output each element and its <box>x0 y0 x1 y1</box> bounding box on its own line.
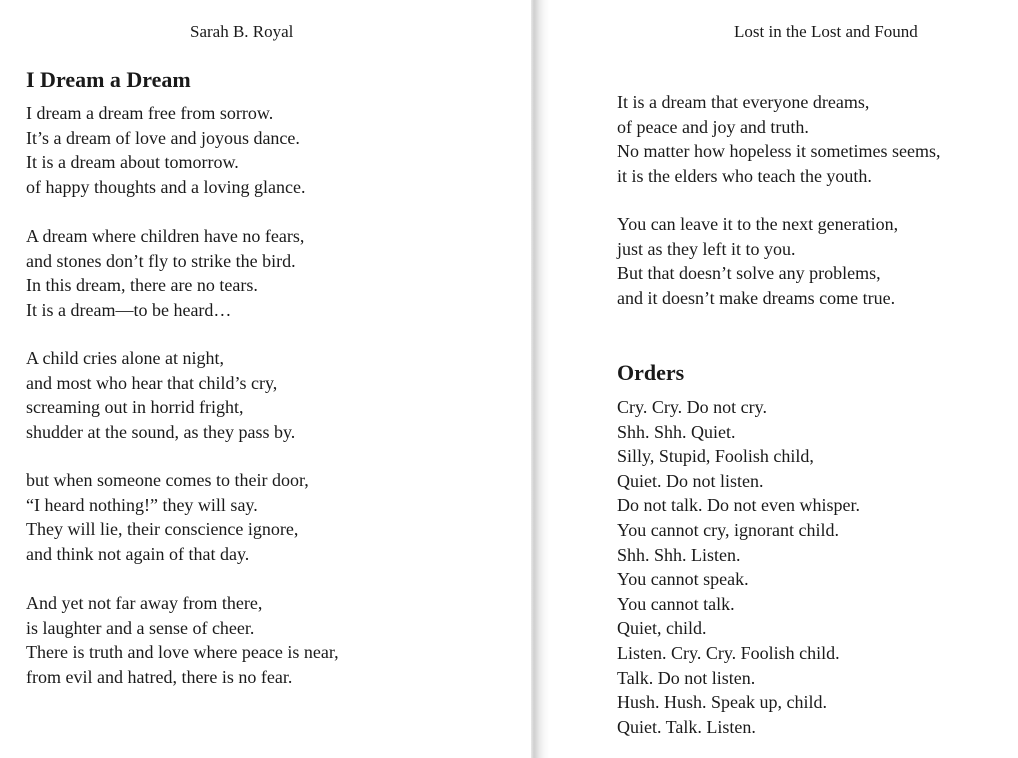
stanza <box>617 395 860 739</box>
poem-line: You can leave it to the next generation, <box>617 214 899 234</box>
poem-line: and it doesn’t make dreams come true. <box>617 287 896 308</box>
poem-line: from evil and hatred, there is no fear. <box>26 666 293 687</box>
stanza <box>617 212 898 310</box>
poem-line: it is the elders who teach the youth. <box>617 165 872 186</box>
stanza <box>26 346 295 444</box>
poem-line: Quiet, child. <box>617 618 707 639</box>
poem-line: There is truth and love where peace is near, <box>26 642 339 663</box>
poem-line: Quiet. Talk. Listen. <box>617 716 756 737</box>
running-header-author: Sarah B. Royal <box>190 22 294 41</box>
poem-line: Listen. Cry. Cry. Foolish child. <box>617 642 840 663</box>
poem-line: They will lie, their conscience ignore, <box>26 519 299 540</box>
poem-line: I dream a dream free from sorrow. <box>26 103 274 123</box>
poem-line: Cry. Cry. Do not cry. <box>617 397 767 417</box>
poem-line: and think not again of that day. <box>26 543 250 564</box>
poem-line: Shh. Shh. Listen. <box>617 544 741 565</box>
poem-line: “I heard nothing!” they will say. <box>26 494 258 515</box>
poem-line: Do not talk. Do not even whisper. <box>617 495 860 516</box>
poem-line: It’s a dream of love and joyous dance. <box>26 127 300 148</box>
poem-line: A child cries alone at night, <box>26 348 224 368</box>
poem-line: A dream where children have no fears, <box>26 226 305 246</box>
poem-title-orders: Orders <box>617 360 685 385</box>
poem-line: of peace and joy and truth. <box>617 116 809 137</box>
poem-line: It is a dream that everyone dreams, <box>617 92 870 112</box>
poem-line: You cannot speak. <box>617 569 749 590</box>
poem-line: Shh. Shh. Quiet. <box>617 421 736 442</box>
poem-line: just as they left it to you. <box>617 238 796 259</box>
poem-line: but when someone comes to their door, <box>26 470 309 490</box>
poem-line: But that doesn’t solve any problems, <box>617 263 881 284</box>
poem-line: You cannot cry, ignorant child. <box>617 519 839 540</box>
poem-line: and most who hear that child’s cry, <box>26 372 278 393</box>
poem-line: of happy thoughts and a loving glance. <box>26 176 306 197</box>
poem-line: Hush. Hush. Speak up, child. <box>617 692 827 713</box>
poem-line: shudder at the sound, as they pass by. <box>26 421 296 442</box>
stanza <box>26 101 305 199</box>
poem-line: is laughter and a sense of cheer. <box>26 617 255 638</box>
book-gutter <box>531 0 549 758</box>
poem-line: And yet not far away from there, <box>26 593 263 613</box>
poem-line: and stones don’t fly to strike the bird. <box>26 250 296 271</box>
running-header-book-title: Lost in the Lost and Found <box>734 22 918 41</box>
poem-line: You cannot talk. <box>617 593 735 614</box>
poem-line: It is a dream about tomorrow. <box>26 152 239 173</box>
poem-line: It is a dream—to be heard… <box>26 299 232 320</box>
stanza <box>26 224 304 322</box>
poem-line: Silly, Stupid, Foolish child, <box>617 446 814 467</box>
poem-line: Quiet. Do not listen. <box>617 470 764 491</box>
poem-line: In this dream, there are no tears. <box>26 275 258 296</box>
poem-line: No matter how hopeless it sometimes seems, <box>617 141 941 162</box>
stanza <box>26 591 339 689</box>
poem-line: Talk. Do not listen. <box>617 667 756 688</box>
poem-title-i-dream-a-dream: I Dream a Dream <box>26 67 191 92</box>
right-page <box>549 0 1018 758</box>
stanza <box>26 468 309 566</box>
stanza <box>617 90 940 188</box>
poem-line: screaming out in horrid fright, <box>26 397 244 418</box>
